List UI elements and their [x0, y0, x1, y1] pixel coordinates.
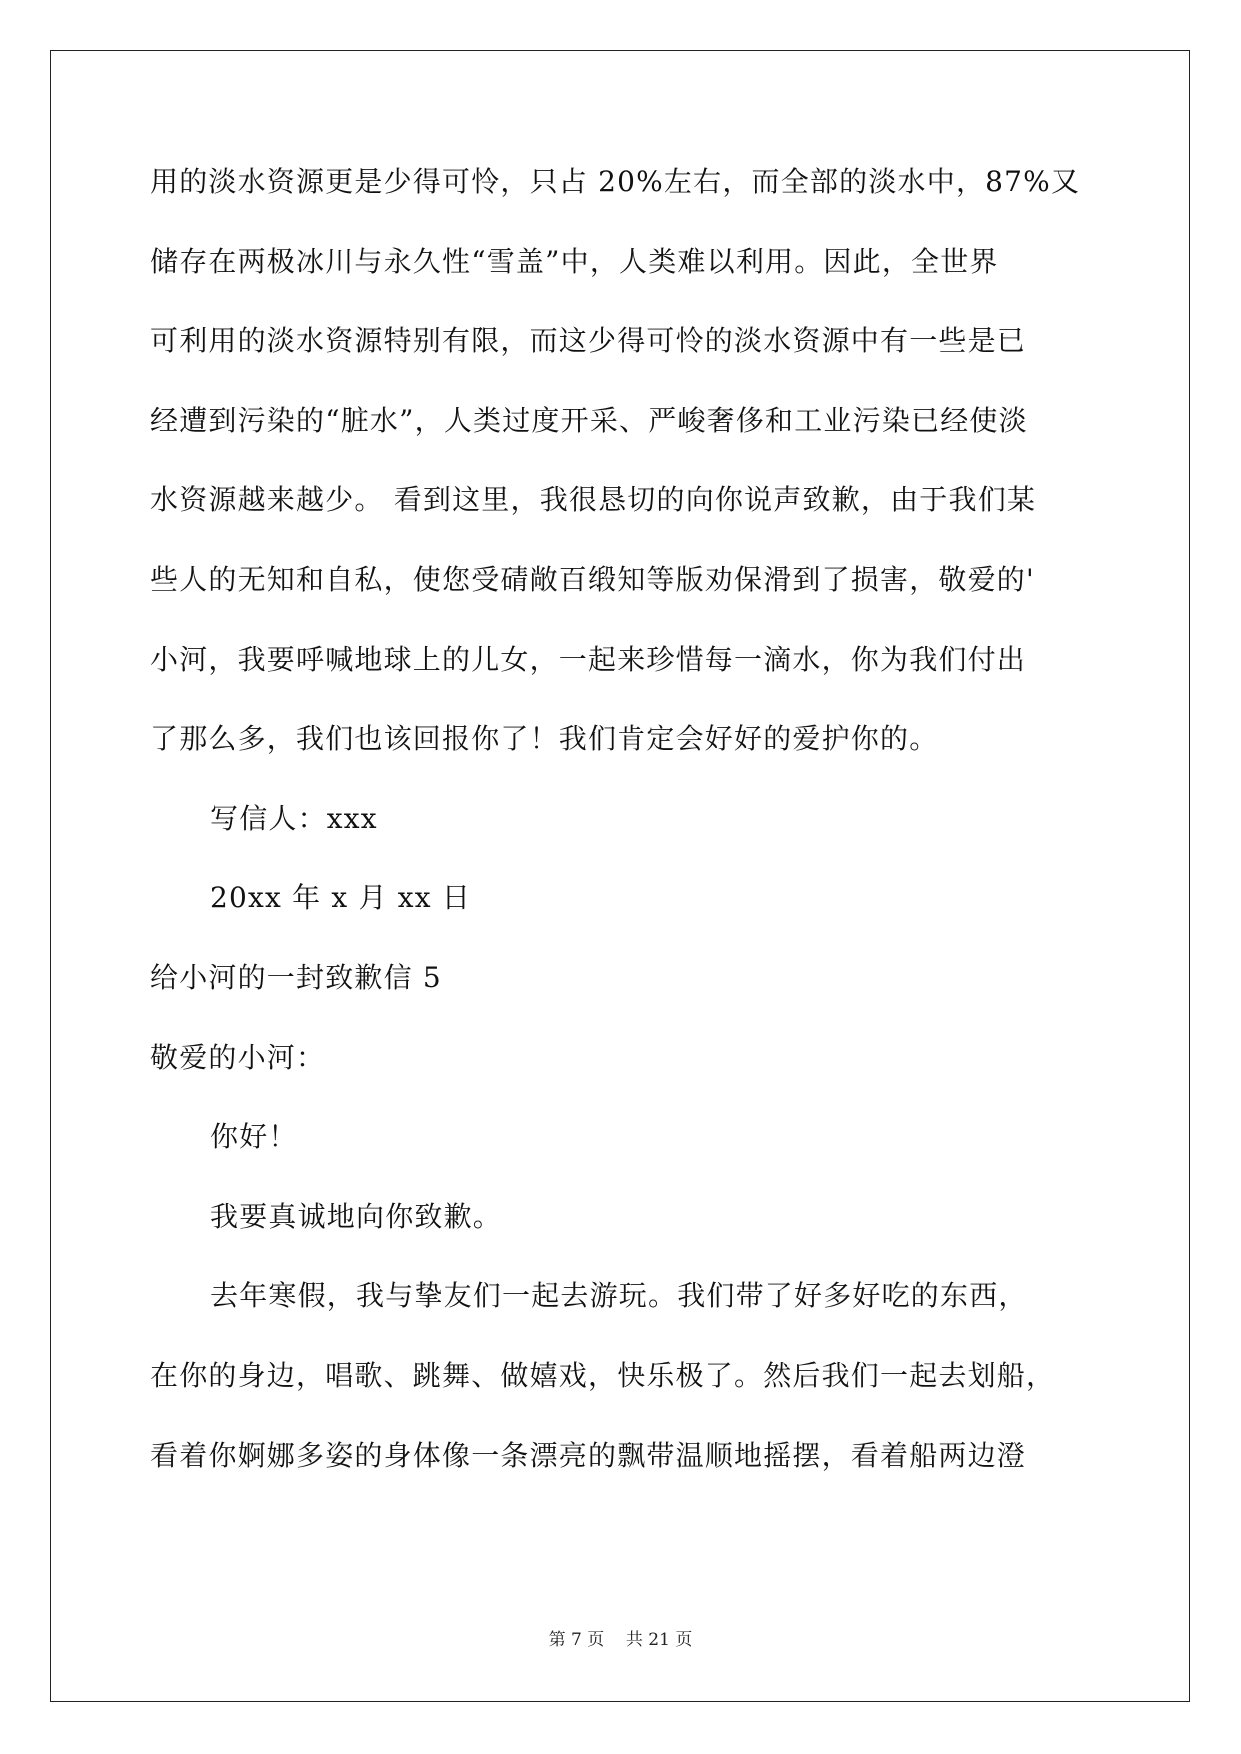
paragraph-line: 小河，我要呼喊地球上的儿女，一起来珍惜每一滴水，你为我们付出: [150, 642, 1027, 676]
paragraph-line: 在你的身边，唱歌、跳舞、做嬉戏，快乐极了。然后我们一起去划船，: [150, 1358, 1056, 1392]
paragraph-line: 我要真诚地向你致歉。: [210, 1199, 503, 1233]
paragraph-line: 些人的无知和自私，使您受碃敞百缎知等版劝保滑到了损害，敬爱的': [150, 562, 1035, 596]
paragraph-line: 用的淡水资源更是少得可怜，只占 20%左右，而全部的淡水中，87%又: [150, 165, 1081, 198]
letter-salutation: 敬爱的小河：: [150, 1040, 326, 1074]
current-page-number: 第 7 页: [548, 1630, 605, 1650]
paragraph-line: 去年寒假，我与挚友们一起去游玩。我们带了好多好吃的东西，: [210, 1279, 1028, 1313]
paragraph-line: 了那么多，我们也该回报你了！我们肯定会好好的爱护你的。: [150, 722, 939, 756]
paragraph-line: 看着你婀娜多姿的身体像一条漂亮的飘带温顺地摇摆，看着船两边澄: [150, 1438, 1027, 1472]
paragraph-line: 水资源越来越少。 看到这里，我很恳切的向你说声致歉，由于我们某: [150, 483, 1037, 517]
letter-signature: 写信人：xxx: [210, 801, 378, 835]
page-footer: [0, 1625, 1241, 1650]
letter-greeting: 你好！: [210, 1120, 298, 1154]
document-body: [150, 156, 1090, 1509]
letter-date: 20xx 年 x 月 xx 日: [210, 881, 472, 915]
total-pages: 共 21 页: [625, 1630, 693, 1650]
letter-heading: 给小河的一封致歉信 5: [150, 960, 442, 994]
paragraph-line: 可利用的淡水资源特别有限，而这少得可怜的淡水资源中有一些是已: [150, 324, 1027, 358]
paragraph-line: 储存在两极冰川与永久性“雪盖”中，人类难以利用。因此，全世界: [150, 244, 999, 278]
paragraph-line: 经遭到污染的“脏水”，人类过度开采、严峻奢侈和工业污染已经使淡: [150, 403, 1028, 437]
